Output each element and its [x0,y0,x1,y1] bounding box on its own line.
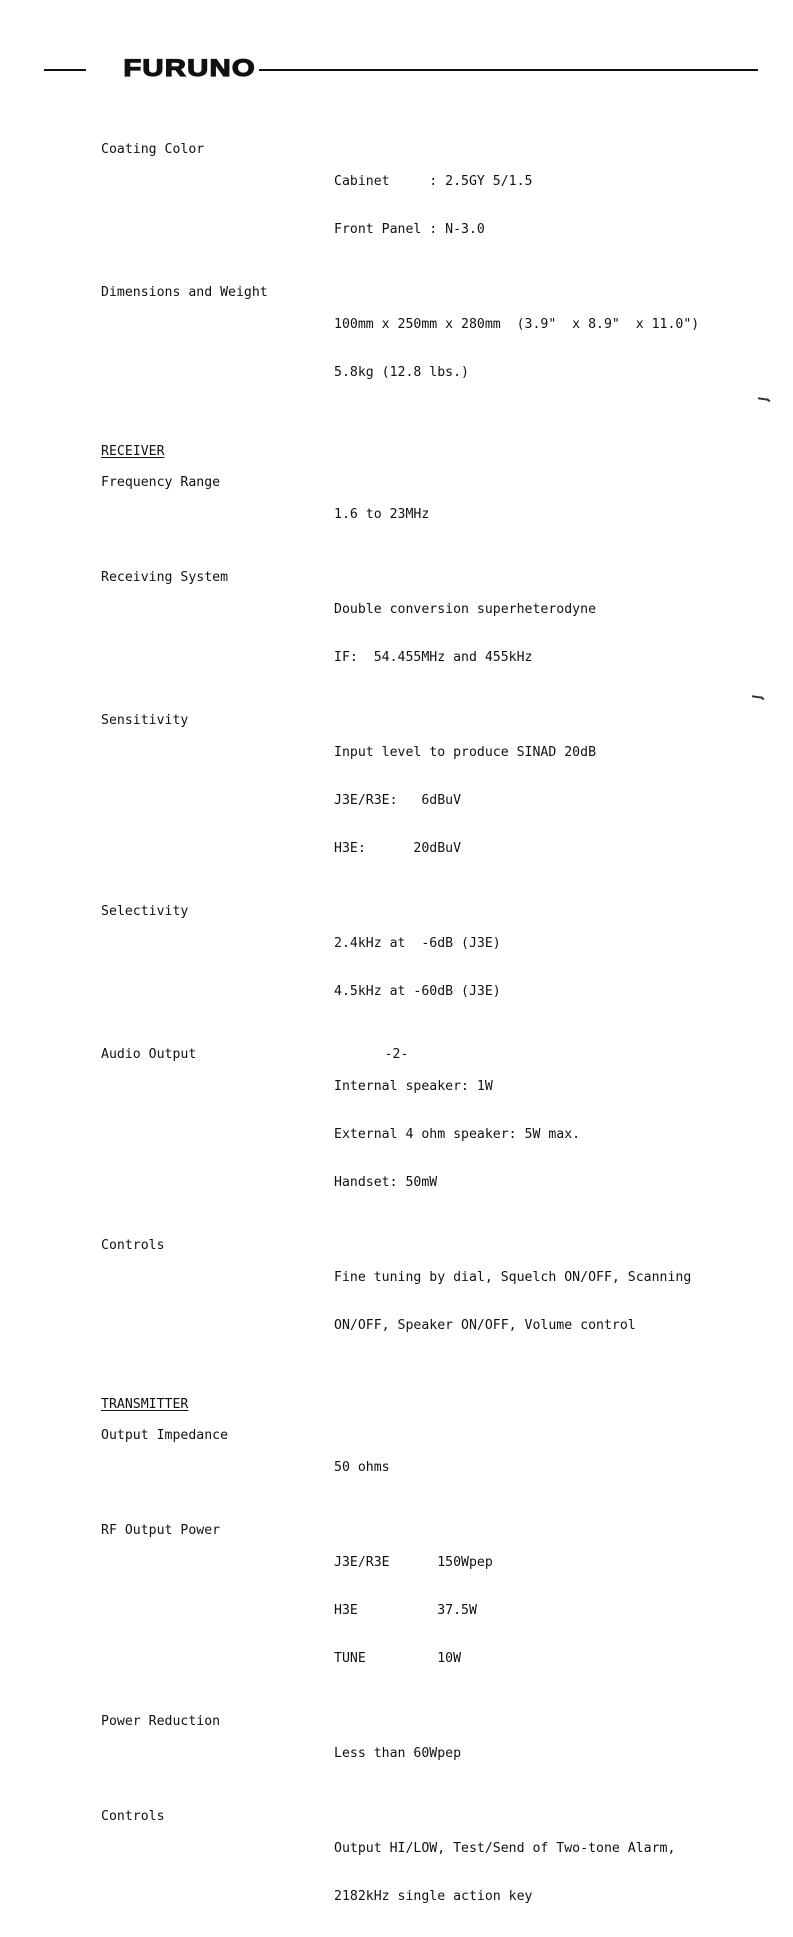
spec-label: Audio Output [101,1047,197,1062]
margin-scan-mark [758,396,772,402]
spec-value: 2.4kHz at -6dB (J3E) 4.5kHz at -60dB (J3E) [334,936,501,999]
spec-row-sensitivity [0,713,793,889]
header-rule-left [44,69,86,71]
spec-row-frequency-range [0,475,793,555]
spec-label: Dimensions and Weight [101,285,268,300]
spec-value: Internal speaker: 1W External 4 ohm speaker: 5W max. Handset: 50mW [334,1079,581,1190]
spec-row-transmitter-controls [0,1809,793,1937]
spec-value: Double conversion superheterodyne IF: 54.455MHz and 455kHz [334,602,597,665]
spec-value: Output HI/LOW, Test/Send of Two-tone Alarm, 2182kHz single action key [334,1841,676,1904]
spec-value: J3E/R3E 150Wpep H3E 37.5W TUNE 10W [334,1555,493,1666]
spec-label: Output Impedance [101,1428,229,1443]
spec-label: Controls [101,1238,165,1253]
spec-row-selectivity [0,904,793,1032]
spec-value: Input level to produce SINAD 20dB J3E/R3E: 6dBuV H3E: 20dBuV [334,745,597,856]
spec-value: 100mm x 250mm x 280mm (3.9" x 8.9" x 11.0") 5.8kg (12.8 lbs.) [334,317,700,380]
spec-label: Frequency Range [101,475,221,490]
spec-row-dimensions-weight [0,285,793,413]
page-number: -2- [384,1047,409,1062]
spec-label: RF Output Power [101,1523,221,1538]
spec-value: Fine tuning by dial, Squelch ON/OFF, Scanning ON/OFF, Speaker ON/OFF, Volume control [334,1270,692,1333]
section-title-receiver: RECEIVER [101,444,165,459]
spec-label: Controls [101,1809,165,1824]
spec-row-rf-output-power [0,1523,793,1699]
spec-value: 50 ohms [334,1460,390,1475]
spec-value: Cabinet : 2.5GY 5/1.5 Front Panel : N-3.0 [334,174,533,237]
spec-label: Sensitivity [101,713,189,728]
spec-row-receiving-system [0,570,793,698]
header-rule-right [259,69,758,71]
spec-row-receiver-controls [0,1238,793,1366]
furuno-logo: FURUNO [123,55,256,82]
spec-label: Coating Color [101,142,205,157]
spec-label: Selectivity [101,904,189,919]
section-title-transmitter: TRANSMITTER [101,1397,189,1412]
spec-label: Receiving System [101,570,229,585]
spec-row-coating-color [0,142,793,270]
page-header [0,55,793,82]
spec-value: Less than 60Wpep [334,1746,462,1761]
spec-row-output-impedance [0,1428,793,1508]
spec-value: 1.6 to 23MHz [334,507,430,522]
spec-row-audio-output [0,1047,793,1223]
spec-label: Power Reduction [101,1714,221,1729]
margin-scan-mark [752,694,766,700]
spec-row-power-reduction [0,1714,793,1794]
spec-content [0,142,793,1937]
